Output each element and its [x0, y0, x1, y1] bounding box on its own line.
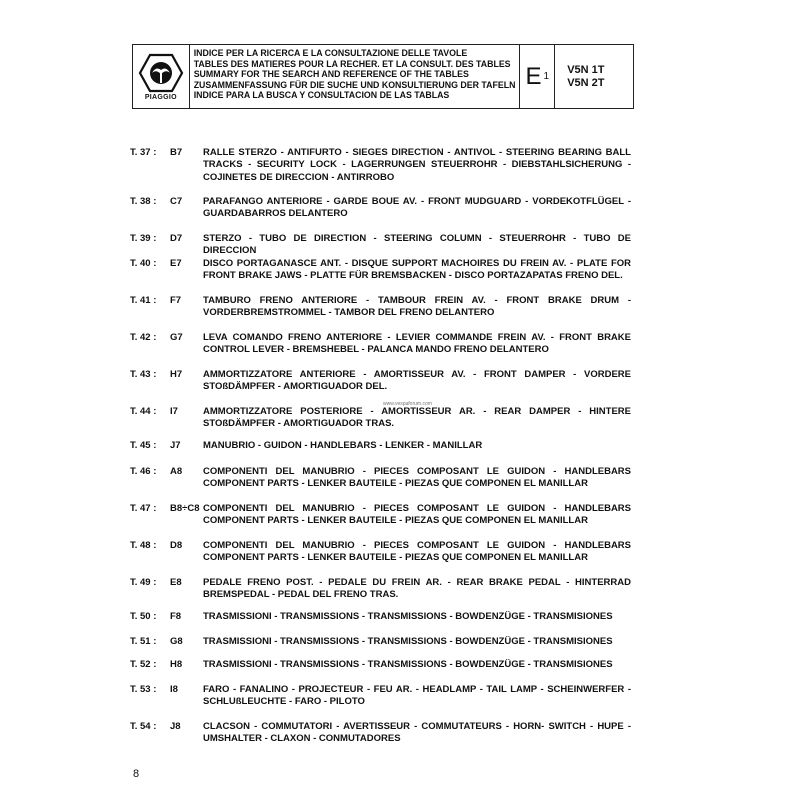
table-ref: I7: [170, 406, 178, 417]
table-number: T. 51 :: [130, 636, 157, 647]
table-ref: B8÷C8: [170, 503, 200, 514]
table-description: COMPONENTI DEL MANUBRIO - PIECES COMPOSANT LE GUIDON - HANDLEBARS COMPONENT PARTS - LENKER BAUTEILE - PIEZAS QUE COMPONEN EL MANILLAR: [203, 466, 631, 490]
table-number: T. 52 :: [130, 659, 157, 670]
table-ref: D7: [170, 233, 183, 244]
table-ref: E7: [170, 258, 182, 269]
title-it: INDICE PER LA RICERCA E LA CONSULTAZIONE DELLE TAVOLE: [193, 48, 468, 58]
table-description: DISCO PORTAGANASCE ANT. - DISQUE SUPPORT MACHOIRES DU FREIN AV. - PLATE FOR FRONT BRAKE JAWS - PLATTE FÜR BREMSBACKEN - DISCO PORTAZAPATAS FRENO DEL.: [203, 258, 631, 282]
title-en: SUMMARY FOR THE SEARCH AND REFERENCE OF THE TABLES: [193, 69, 469, 80]
table-ref: A8: [170, 466, 183, 477]
table-description: FARO - FANALINO - PROJECTEUR - FEU AR. - HEADLAMP - TAIL LAMP - SCHEINWERFER - SCHLUßLEUCHTE - FARO - PILOTO: [203, 684, 631, 708]
table-number: T. 39 :: [130, 233, 157, 244]
table-number: T. 47 :: [130, 503, 157, 514]
watermark: www.vespaforum.com: [383, 401, 432, 407]
table-description: RALLE STERZO - ANTIFURTO - SIEGES DIRECTION - ANTIVOL - STEERING BEARING BALL TRACKS - SECURITY LOCK - LAGERRUNGEN STEUERROHR - DIEBSTAHLSICHERUNG - COJINETES DE DIRECCION - ANTIRROBO: [203, 147, 631, 183]
table-ref: E8: [170, 577, 182, 588]
table-ref: I8: [170, 684, 178, 695]
table-number: T. 53 :: [130, 684, 157, 695]
table-number: T. 48 :: [130, 540, 157, 551]
brand-name: PIAGGIO: [144, 93, 177, 101]
title-es: INDICE PARA LA BUSCA Y CONSULTACION DE LAS TABLAS: [193, 90, 450, 101]
table-number: T. 38 :: [130, 196, 157, 207]
table-description: LEVA COMANDO FRENO ANTERIORE - LEVIER COMMANDE FREIN AV. - FRONT BRAKE CONTROL LEVER - BREMSHEBEL - PALANCA MANDO FRENO DELANTERO: [203, 332, 631, 356]
table-number: T. 43 :: [130, 369, 157, 380]
page-number: 8: [133, 768, 140, 780]
table-description: STERZO - TUBO DE DIRECTION - STEERING COLUMN - STEUERROHR - TUBO DE DIRECCION: [203, 233, 631, 257]
table-description: CLACSON - COMMUTATORI - AVERTISSEUR - COMMUTATEURS - HORN- SWITCH - HUPE - UMSHALTER - CLAXON - CONMUTADORES: [203, 721, 631, 745]
title-fr: TABLES DES MATIERES POUR LA RECHER. ET LA CONSULT. DES TABLES: [193, 58, 511, 69]
table-ref: D8: [170, 540, 183, 551]
table-number: T. 41 :: [130, 295, 157, 306]
table-ref: G7: [170, 332, 183, 343]
table-description: COMPONENTI DEL MANUBRIO - PIECES COMPOSANT LE GUIDON - HANDLEBARS COMPONENT PARTS - LENKER BAUTEILE - PIEZAS QUE COMPONEN EL MANILLAR: [203, 540, 631, 564]
table-ref: J7: [170, 440, 181, 451]
table-description: PEDALE FRENO POST. - PEDALE DU FREIN AR. - REAR BRAKE PEDAL - HINTERRAD BREMSPEDAL - PEDAL DEL FRENO TRAS.: [203, 577, 631, 601]
title-de: ZUSAMMENFASSUNG FÜR DIE SUCHE UND KONSULTIERUNG DER TAFELN: [193, 79, 516, 90]
table-number: T. 45 :: [130, 440, 157, 451]
table-description: AMMORTIZZATORE ANTERIORE - AMORTISSEUR AV. - FRONT DAMPER - VORDERE STOßDÄMPFER - AMORTIGUADOR DEL.: [203, 369, 631, 393]
table-number: T. 54 :: [130, 721, 157, 732]
model-2: V5N 2T: [567, 76, 605, 89]
table-ref: H7: [170, 369, 183, 380]
table-ref: F7: [170, 295, 182, 306]
table-description: TRASMISSIONI - TRANSMISSIONS - TRANSMISSIONS - BOWDENZÜGE - TRANSMISIONES: [203, 659, 613, 670]
table-ref: H8: [170, 659, 183, 670]
section-code-letter: E: [525, 62, 542, 90]
table-description: COMPONENTI DEL MANUBRIO - PIECES COMPOSANT LE GUIDON - HANDLEBARS COMPONENT PARTS - LENKER BAUTEILE - PIEZAS QUE COMPONEN EL MANILLAR: [203, 503, 631, 527]
table-description: TRASMISSIONI - TRANSMISSIONS - TRANSMISSIONS - BOWDENZÜGE - TRANSMISIONES: [203, 611, 613, 622]
table-description: PARAFANGO ANTERIORE - GARDE BOUE AV. - FRONT MUDGUARD - VORDEKOTFLÜGEL - GUARDABARROS DELANTERO: [203, 196, 631, 220]
table-ref: F8: [170, 611, 182, 622]
table-number: T. 46 :: [130, 466, 157, 477]
table-ref: B7: [170, 147, 183, 158]
table-ref: C7: [170, 196, 183, 207]
table-number: T. 42 :: [130, 332, 157, 343]
section-code-subscript: 1: [543, 71, 550, 82]
table-number: T. 40 :: [130, 258, 157, 269]
table-description: TAMBURO FRENO ANTERIORE - TAMBOUR FREIN AV. - FRONT BRAKE DRUM - VORDERBREMSTROMMEL - TAMBOR DEL FRENO DELANTERO: [203, 295, 631, 319]
table-ref: J8: [170, 721, 181, 732]
table-number: T. 44 :: [130, 406, 157, 417]
table-number: T. 49 :: [130, 577, 157, 588]
model-1: V5N 1T: [567, 63, 605, 76]
table-description: AMMORTIZZATORE POSTERIORE - AMORTISSEUR AR. - REAR DAMPER - HINTERE STOßDÄMPFER - AMORTIGUADOR TRAS.: [203, 406, 631, 430]
table-description: TRASMISSIONI - TRANSMISSIONS - TRANSMISSIONS - BOWDENZÜGE - TRANSMISIONES: [203, 636, 613, 647]
table-number: T. 37 :: [130, 147, 157, 158]
table-number: T. 50 :: [130, 611, 157, 622]
table-description: MANUBRIO - GUIDON - HANDLEBARS - LENKER - MANILLAR: [203, 440, 483, 451]
table-ref: G8: [170, 636, 183, 647]
